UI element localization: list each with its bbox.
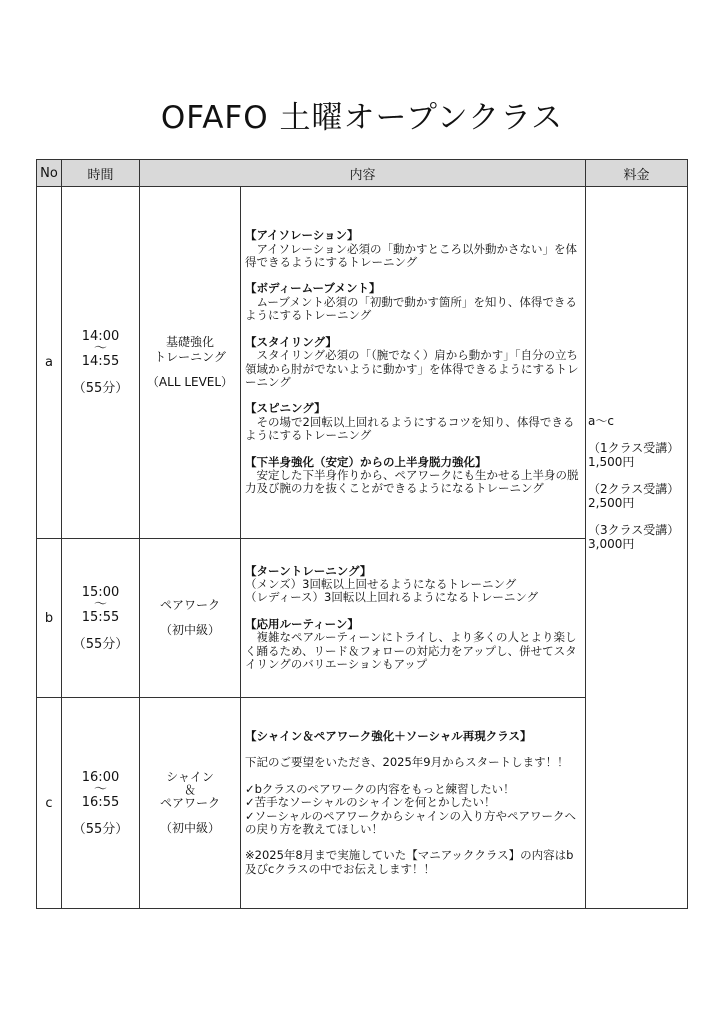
item-body: ムーブメント必須の「初動で動かす箇所」を知り、体得できるようにするトレーニング bbox=[245, 294, 577, 323]
price-amount: 1,500円 bbox=[588, 455, 635, 469]
header-content: 内容 bbox=[140, 160, 586, 187]
item-heading: 【シャイン＆ペアワーク強化＋ソーシャル再現クラス】 bbox=[245, 728, 532, 743]
time-start: 16:00 bbox=[81, 769, 120, 785]
content-item bbox=[245, 730, 581, 743]
class-line1: ペアワーク bbox=[159, 598, 220, 612]
price-amount: 3,000円 bbox=[588, 537, 635, 551]
item-heading: 【応用ルーティーン】 bbox=[245, 616, 359, 631]
time-start: 15:00 bbox=[81, 584, 120, 600]
time-end: 15:55 bbox=[81, 609, 120, 625]
header-time: 時間 bbox=[62, 160, 140, 187]
header-price: 料金 bbox=[586, 160, 688, 187]
item-heading: 【下半身強化（安定）からの上半身脱力強化】 bbox=[245, 454, 487, 469]
item-body: スタイリング必須の「（腕でなく）肩から動かす」「自分の立ち領域から肘がでないように動かす」を体得できるようにするトレーニング bbox=[245, 348, 579, 389]
class-name bbox=[140, 187, 241, 539]
item-body: アイソレーション必須の「動かすところ以外動かさない」を体得できるようにするトレーニング bbox=[245, 241, 578, 270]
price-range: a～c bbox=[588, 414, 614, 428]
class-name bbox=[140, 539, 241, 698]
content-note: ※2025年8月まで実施していた【マニアッククラス】の内容はb及びcクラスの中でお伝えします！！ bbox=[245, 848, 574, 876]
time-end: 14:55 bbox=[81, 354, 120, 369]
content-item bbox=[245, 618, 581, 672]
class-line2: トレーニング bbox=[154, 350, 226, 364]
class-content bbox=[241, 698, 586, 909]
price-label: （2クラス受講） bbox=[588, 482, 680, 496]
item-body: （メンズ）3回転以上回せるようになるトレーニング bbox=[245, 576, 517, 591]
class-level: （初中級） bbox=[159, 623, 220, 637]
check-item: ✓bクラスのペアワークの内容をもっと練習したい！ bbox=[245, 781, 515, 796]
check-item: ✓苦手なソーシャルのシャインを何とかしたい！ bbox=[245, 795, 496, 810]
duration: （55分） bbox=[72, 636, 129, 652]
item-body: 複雑なペアルーティーンにトライし、より多くの人とより楽しく踊るため、リード＆フォローの対応力をアップし、併せてスタイリングのバリエーションもアップ bbox=[245, 630, 577, 672]
header-no: No bbox=[37, 160, 62, 187]
row-no: c bbox=[37, 698, 62, 909]
schedule-table bbox=[36, 159, 688, 909]
price-cell bbox=[586, 187, 688, 909]
row-time bbox=[62, 698, 140, 909]
class-line1: 基礎強化 bbox=[165, 335, 214, 349]
item-body: （レディース）3回転以上回れるようになるトレーニング bbox=[245, 590, 539, 605]
item-body: その場で2回転以上回れるようにするコツを知り、体得できるようにするトレーニング bbox=[245, 414, 575, 443]
class-content bbox=[241, 187, 586, 539]
class-line1: シャイン bbox=[166, 770, 214, 784]
time-sep: ～ bbox=[93, 341, 107, 356]
check-list bbox=[245, 783, 581, 837]
class-name bbox=[140, 698, 241, 909]
page-title: OFAFO 土曜オープンクラス bbox=[160, 100, 564, 136]
content-item bbox=[245, 336, 581, 390]
class-level: （初中級） bbox=[159, 821, 220, 835]
row-time bbox=[62, 539, 140, 698]
content-item bbox=[245, 402, 581, 442]
check-item: ✓ソーシャルのペアワークからシャインの入り方やペアワークへの戻り方を教えてほしい！ bbox=[245, 808, 576, 836]
item-heading: 【ボディームーブメント】 bbox=[245, 281, 381, 296]
content-item bbox=[245, 565, 581, 605]
item-heading: 【スピニング】 bbox=[245, 401, 326, 416]
item-body: 安定した下半身作りから、ペアワークにも生かせる上半身の脱力及び腕の力を抜くことができるようになるトレーニング bbox=[245, 467, 579, 496]
content-item bbox=[245, 282, 581, 322]
time-end: 16:55 bbox=[81, 794, 120, 810]
class-line2: ＆ bbox=[183, 783, 196, 797]
price-label: （3クラス受講） bbox=[588, 523, 680, 537]
class-line3: ペアワーク bbox=[159, 796, 220, 810]
row-time bbox=[62, 187, 140, 539]
content-item bbox=[245, 456, 581, 496]
class-level: （ALL LEVEL） bbox=[146, 375, 234, 389]
table-header-row bbox=[37, 160, 688, 187]
content-intro: 下記のご要望をいただき、2025年9月からスタートします！！ bbox=[245, 755, 569, 770]
price-amount: 2,500円 bbox=[588, 496, 635, 510]
item-heading: 【スタイリング】 bbox=[245, 334, 337, 349]
duration: （55分） bbox=[72, 821, 129, 837]
price-label: （1クラス受講） bbox=[588, 441, 680, 455]
item-heading: 【アイソレーション】 bbox=[245, 228, 359, 243]
table-row-a bbox=[37, 187, 688, 539]
time-start: 14:00 bbox=[81, 329, 120, 344]
time-sep: ～ bbox=[93, 596, 107, 612]
duration: （55分） bbox=[72, 381, 129, 396]
row-no: a bbox=[37, 187, 62, 539]
time-sep: ～ bbox=[93, 781, 107, 797]
content-item bbox=[245, 229, 581, 269]
class-content bbox=[241, 539, 586, 698]
row-no: b bbox=[37, 539, 62, 698]
item-heading: 【ターントレーニング】 bbox=[245, 563, 372, 578]
